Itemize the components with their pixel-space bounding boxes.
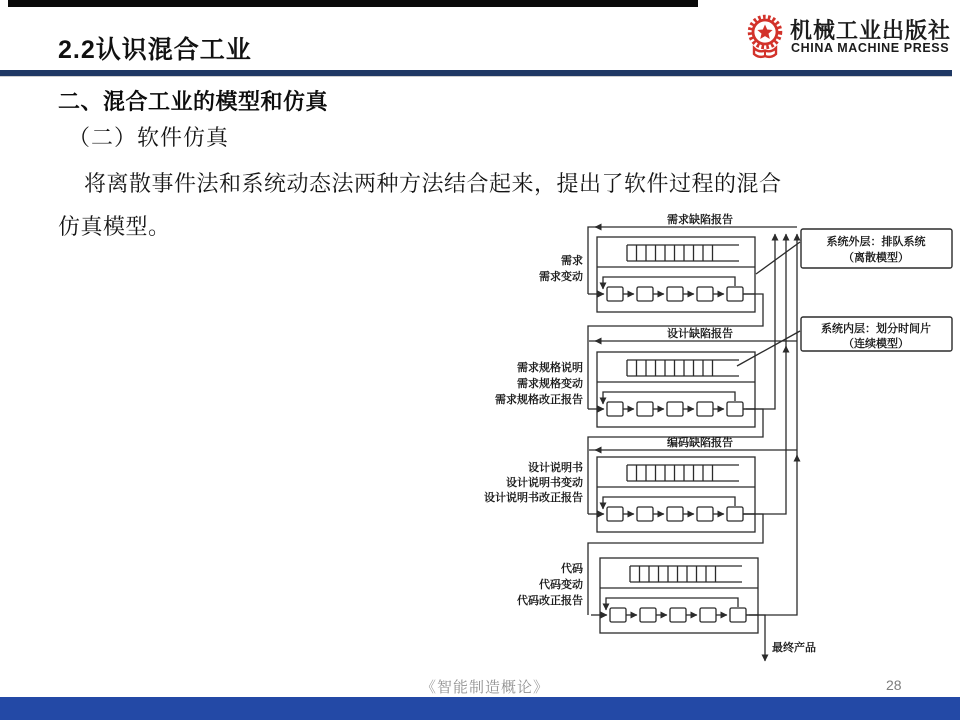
footer-page-number: 28 xyxy=(886,677,902,693)
publisher-gear-icon xyxy=(744,14,786,61)
publisher-name-en: CHINA MACHINE PRESS xyxy=(791,41,950,55)
bottom-blue-bar xyxy=(0,697,960,720)
report-label-requirement-defect: 需求缺陷报告 xyxy=(667,214,733,226)
stage4-label-1: 代码 xyxy=(561,563,583,575)
report-label-coding-defect: 编码缺陷报告 xyxy=(667,437,733,449)
simulation-model-diagram xyxy=(470,200,960,678)
report-label-design-defect: 设计缺陷报告 xyxy=(667,328,733,340)
subsection-title: （二）软件仿真 xyxy=(68,125,230,150)
final-product-label: 最终产品 xyxy=(772,642,816,654)
stage3-label-1: 设计说明书 xyxy=(528,462,583,474)
stage1-label-1: 需求 xyxy=(561,255,583,267)
publisher-logo xyxy=(744,12,956,62)
stage2-label-3: 需求规格改正报告 xyxy=(495,394,583,406)
top-black-bar xyxy=(8,0,698,7)
callout-inner-line1: 系统内层：划分时间片 xyxy=(821,323,931,335)
stage2-label-1: 需求规格说明 xyxy=(517,362,583,374)
stage3-label-3: 设计说明书改正报告 xyxy=(484,492,583,504)
page-title: 2.2认识混合工业 xyxy=(58,36,252,64)
stage-box-spec xyxy=(588,352,755,427)
footer-book-title: 《智能制造概论》 xyxy=(420,679,549,696)
section-title: 二、混合工业的模型和仿真 xyxy=(58,89,329,114)
stage-box-requirements xyxy=(588,237,755,312)
callout-outer-line2: （离散模型） xyxy=(843,252,909,264)
body-text-line-1: 将离散事件法和系统动态法两种方法结合起来，提出了软件过程的混合 xyxy=(84,171,782,196)
callout-inner-line2: （连续模型） xyxy=(843,338,909,350)
stage-box-code xyxy=(591,558,758,633)
header-divider xyxy=(0,70,952,77)
stage1-label-2: 需求变动 xyxy=(539,271,583,283)
stage-box-design xyxy=(588,457,755,532)
body-text-line-2: 仿真模型。 xyxy=(58,214,171,239)
stage4-label-3: 代码改正报告 xyxy=(517,595,583,607)
publisher-name-cn: 机械工业出版社 xyxy=(790,18,952,43)
stage2-label-2: 需求规格变动 xyxy=(517,378,583,390)
callout-outer-line1: 系统外层：排队系统 xyxy=(826,236,926,248)
stage3-label-2: 设计说明书变动 xyxy=(506,477,583,489)
stage4-label-2: 代码变动 xyxy=(539,579,583,591)
